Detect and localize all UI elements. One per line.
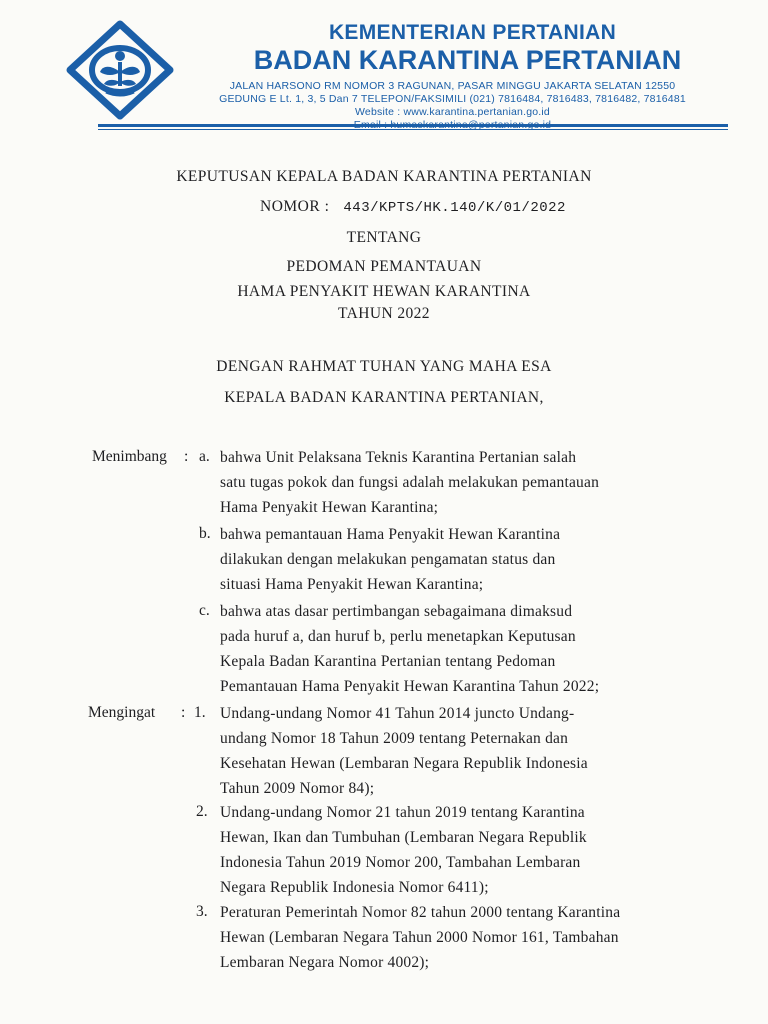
mengingat-item-2: [220, 800, 678, 900]
decree-title-line-1: PEDOMAN PEMANTAUAN: [286, 258, 482, 275]
header-divider-thin: [98, 129, 728, 130]
item-line: Indonesia Tahun 2019 Nomor 200, Tambahan Lembaran: [220, 854, 581, 871]
decree-authority: KEPALA BADAN KARANTINA PERTANIAN,: [224, 389, 544, 406]
item-line: bahwa Unit Pelaksana Teknis Karantina Pertanian salah: [220, 449, 577, 466]
website-line: Website : www.karantina.pertanian.go.id: [355, 106, 550, 118]
item-line: Kepala Badan Karantina Pertanian tentang Pedoman: [220, 653, 556, 670]
item-line: Undang-undang Nomor 41 Tahun 2014 juncto Undang-: [220, 705, 575, 722]
agency-name: BADAN KARANTINA PERTANIAN: [253, 45, 682, 75]
menimbang-marker-a: a.: [199, 448, 210, 465]
decree-about: TENTANG: [346, 229, 422, 246]
mengingat-label: Mengingat: [88, 704, 156, 721]
menimbang-colon: :: [184, 448, 189, 465]
item-line: Peraturan Pemerintah Nomor 82 tahun 2000 tentang Karantina: [220, 904, 621, 921]
menimbang-label: Menimbang: [92, 448, 167, 465]
item-line: satu tugas pokok dan fungsi adalah melakukan pemantauan: [220, 474, 600, 491]
menimbang-item-c: [220, 599, 678, 699]
mengingat-marker-1: 1.: [194, 704, 206, 721]
mengingat-marker-2: 2.: [196, 803, 208, 820]
menimbang-marker-b: b.: [199, 525, 211, 542]
item-line: Pemantauan Hama Penyakit Hewan Karantina Tahun 2022;: [220, 678, 600, 695]
mengingat-colon: :: [181, 704, 186, 721]
item-line: undang Nomor 18 Tahun 2009 tentang Peternakan dan: [220, 730, 569, 747]
address-line-1: JALAN HARSONO RM NOMOR 3 RAGUNAN, PASAR MINGGU JAKARTA SELATAN 12550: [229, 80, 676, 92]
item-line: Hama Penyakit Hewan Karantina;: [220, 499, 439, 516]
decree-invocation: DENGAN RAHMAT TUHAN YANG MAHA ESA: [216, 358, 552, 375]
decree-number: [260, 198, 566, 216]
letterhead-text: [180, 20, 725, 132]
item-line: situasi Hama Penyakit Hewan Karantina;: [220, 576, 484, 593]
decree-title-line-2: HAMA PENYAKIT HEWAN KARANTINA: [237, 283, 531, 300]
item-line: dilakukan dengan melakukan pengamatan status dan: [220, 551, 556, 568]
item-line: Hewan, Ikan dan Tumbuhan (Lembaran Negara Republik: [220, 829, 587, 846]
menimbang-item-b: [220, 522, 678, 597]
item-line: bahwa pemantauan Hama Penyakit Hewan Karantina: [220, 526, 561, 543]
item-line: Undang-undang Nomor 21 tahun 2019 tentang Karantina: [220, 804, 585, 821]
menimbang-item-a: [220, 445, 678, 520]
address-line-2: GEDUNG E Lt. 1, 3, 5 Dan 7 TELEPON/FAKSIMILI (021) 7816484, 7816483, 7816482, 7816481: [219, 93, 686, 105]
item-line: Lembaran Negara Nomor 4002);: [220, 954, 430, 971]
menimbang-marker-c: c.: [199, 602, 210, 619]
item-line: bahwa atas dasar pertimbangan sebagaimana dimaksud: [220, 603, 573, 620]
decree-title-line-3: TAHUN 2022: [338, 305, 430, 322]
header-divider-thick: [98, 124, 728, 127]
item-line: Kesehatan Hewan (Lembaran Negara Republik Indonesia: [220, 755, 588, 772]
item-line: Negara Republik Indonesia Nomor 6411);: [220, 879, 489, 896]
ministry-name: KEMENTERIAN PERTANIAN: [328, 21, 617, 44]
item-line: pada huruf a, dan huruf b, perlu menetapkan Keputusan: [220, 628, 576, 645]
decree-number-value: 443/KPTS/HK.140/K/01/2022: [343, 200, 566, 216]
mengingat-item-3: [220, 900, 678, 975]
ministry-logo-icon: [66, 20, 174, 120]
decree-number-label: NOMOR :: [260, 198, 330, 215]
item-line: Tahun 2009 Nomor 84);: [220, 780, 375, 797]
mengingat-marker-3: 3.: [196, 903, 208, 920]
decree-heading: KEPUTUSAN KEPALA BADAN KARANTINA PERTANIAN: [176, 168, 592, 185]
letterhead: [0, 0, 768, 130]
item-line: Hewan (Lembaran Negara Tahun 2000 Nomor 161, Tambahan: [220, 929, 619, 946]
mengingat-item-1: [220, 701, 678, 801]
